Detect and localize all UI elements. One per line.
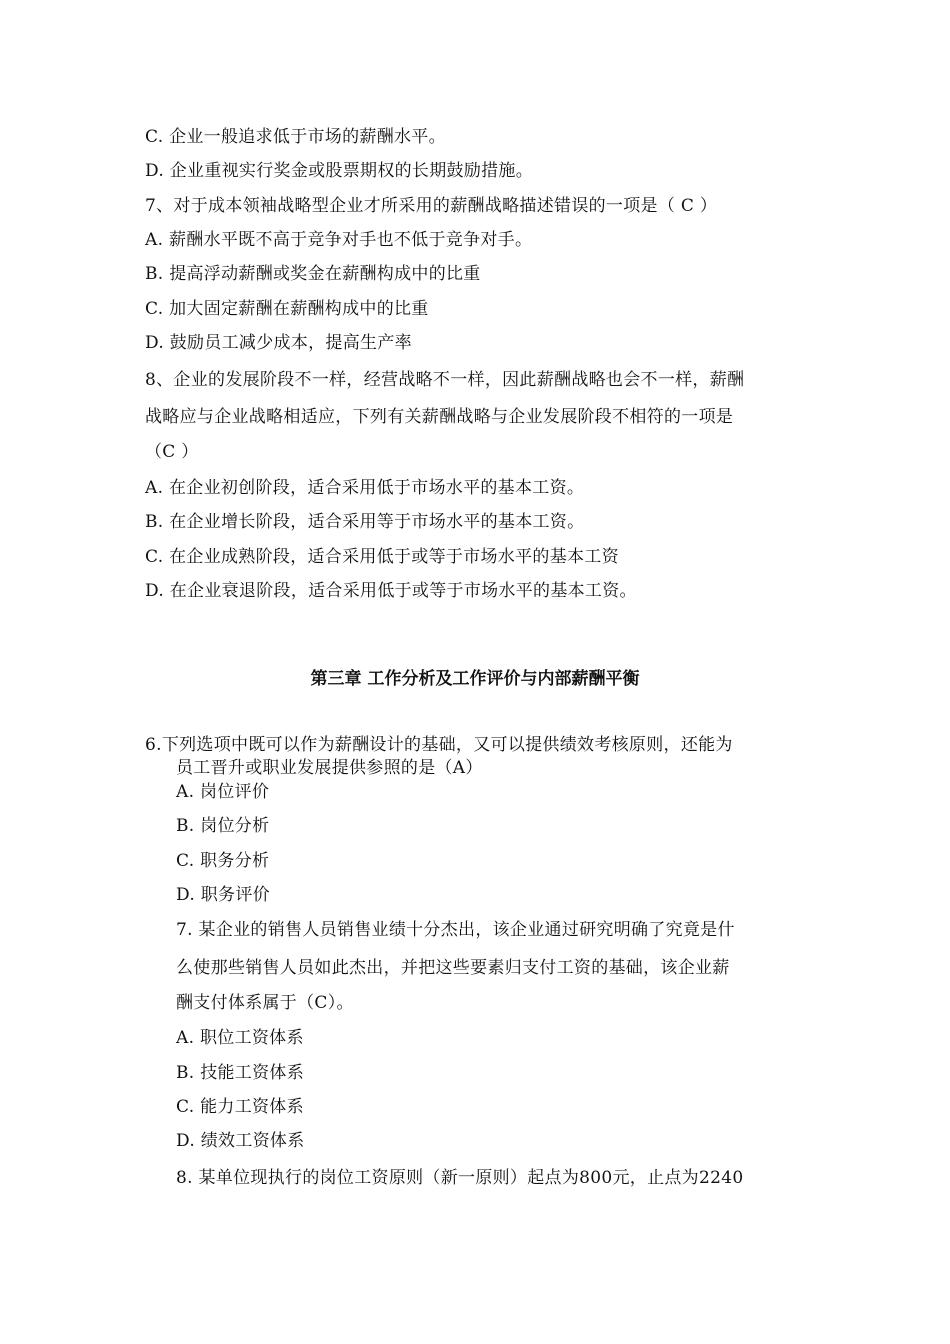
option-d-line: D. 绩效工资体系: [176, 1131, 305, 1151]
option-b-line: B. 岗位分析: [176, 816, 270, 836]
option-b-line: B. 在企业增长阶段，适合采用等于市场水平的基本工资。: [145, 512, 585, 532]
option-d-line: D. 在企业衰退阶段，适合采用低于或等于市场水平的基本工资。: [145, 581, 637, 601]
option-a-line: A. 在企业初创阶段，适合采用低于市场水平的基本工资。: [145, 478, 585, 498]
question-6-line-2: 员工晋升或职业发展提供参照的是（A）: [176, 758, 483, 778]
option-a-line: A. 岗位评价: [176, 782, 270, 802]
question-8-line-2: 战略应与企业战略相适应，下列有关薪酬战略与企业发展阶段不相符的一项是: [145, 407, 734, 427]
option-c-line: C. 职务分析: [176, 851, 270, 871]
option-a-line: A. 职位工资体系: [176, 1028, 304, 1048]
option-d-line: D. 职务评价: [176, 885, 270, 905]
question-7-line: 7、对于成本领袖战略型企业才所采用的薪酬战略描述错误的一项是（ C ）: [145, 196, 718, 216]
option-b-line: B. 提高浮动薪酬或奖金在薪酬构成中的比重: [145, 264, 481, 284]
option-c-line: C. 企业一般追求低于市场的薪酬水平。: [145, 127, 446, 147]
question-8-line-1: 8、企业的发展阶段不一样，经营战略不一样，因此薪酬战略也会不一样，薪酬: [145, 370, 745, 390]
option-c-line: C. 在企业成熟阶段，适合采用低于或等于市场水平的基本工资: [145, 547, 619, 567]
option-c-line: C. 加大固定薪酬在薪酬构成中的比重: [145, 299, 429, 319]
question-6-line-1: 6.下列选项中既可以作为薪酬设计的基础，又可以提供绩效考核原则，还能为: [145, 735, 733, 755]
question-8-line-1: 8. 某单位现执行的岗位工资原则（新一原则）起点为800元，止点为2240: [176, 1168, 744, 1188]
question-7-line-1: 7. 某企业的销售人员销售业绩十分杰出，该企业通过研究明确了究竟是什: [176, 920, 735, 940]
chapter-title: 第三章 工作分析及工作评价与内部薪酬平衡: [310, 669, 640, 689]
option-a-line: A. 薪酬水平既不高于竞争对手也不低于竞争对手。: [145, 230, 533, 250]
question-7-line-3: 酬支付体系属于（C）。: [176, 993, 354, 1013]
option-c-line: C. 能力工资体系: [176, 1097, 304, 1117]
option-d-line: D. 企业重视实行奖金或股票期权的长期鼓励措施。: [145, 161, 534, 181]
question-8-answer: （C ）: [145, 442, 199, 462]
option-d-line: D. 鼓励员工减少成本，提高生产率: [145, 333, 412, 353]
option-b-line: B. 技能工资体系: [176, 1063, 304, 1083]
question-7-line-2: 么使那些销售人员如此杰出，并把这些要素归支付工资的基础，该企业薪: [176, 958, 730, 978]
